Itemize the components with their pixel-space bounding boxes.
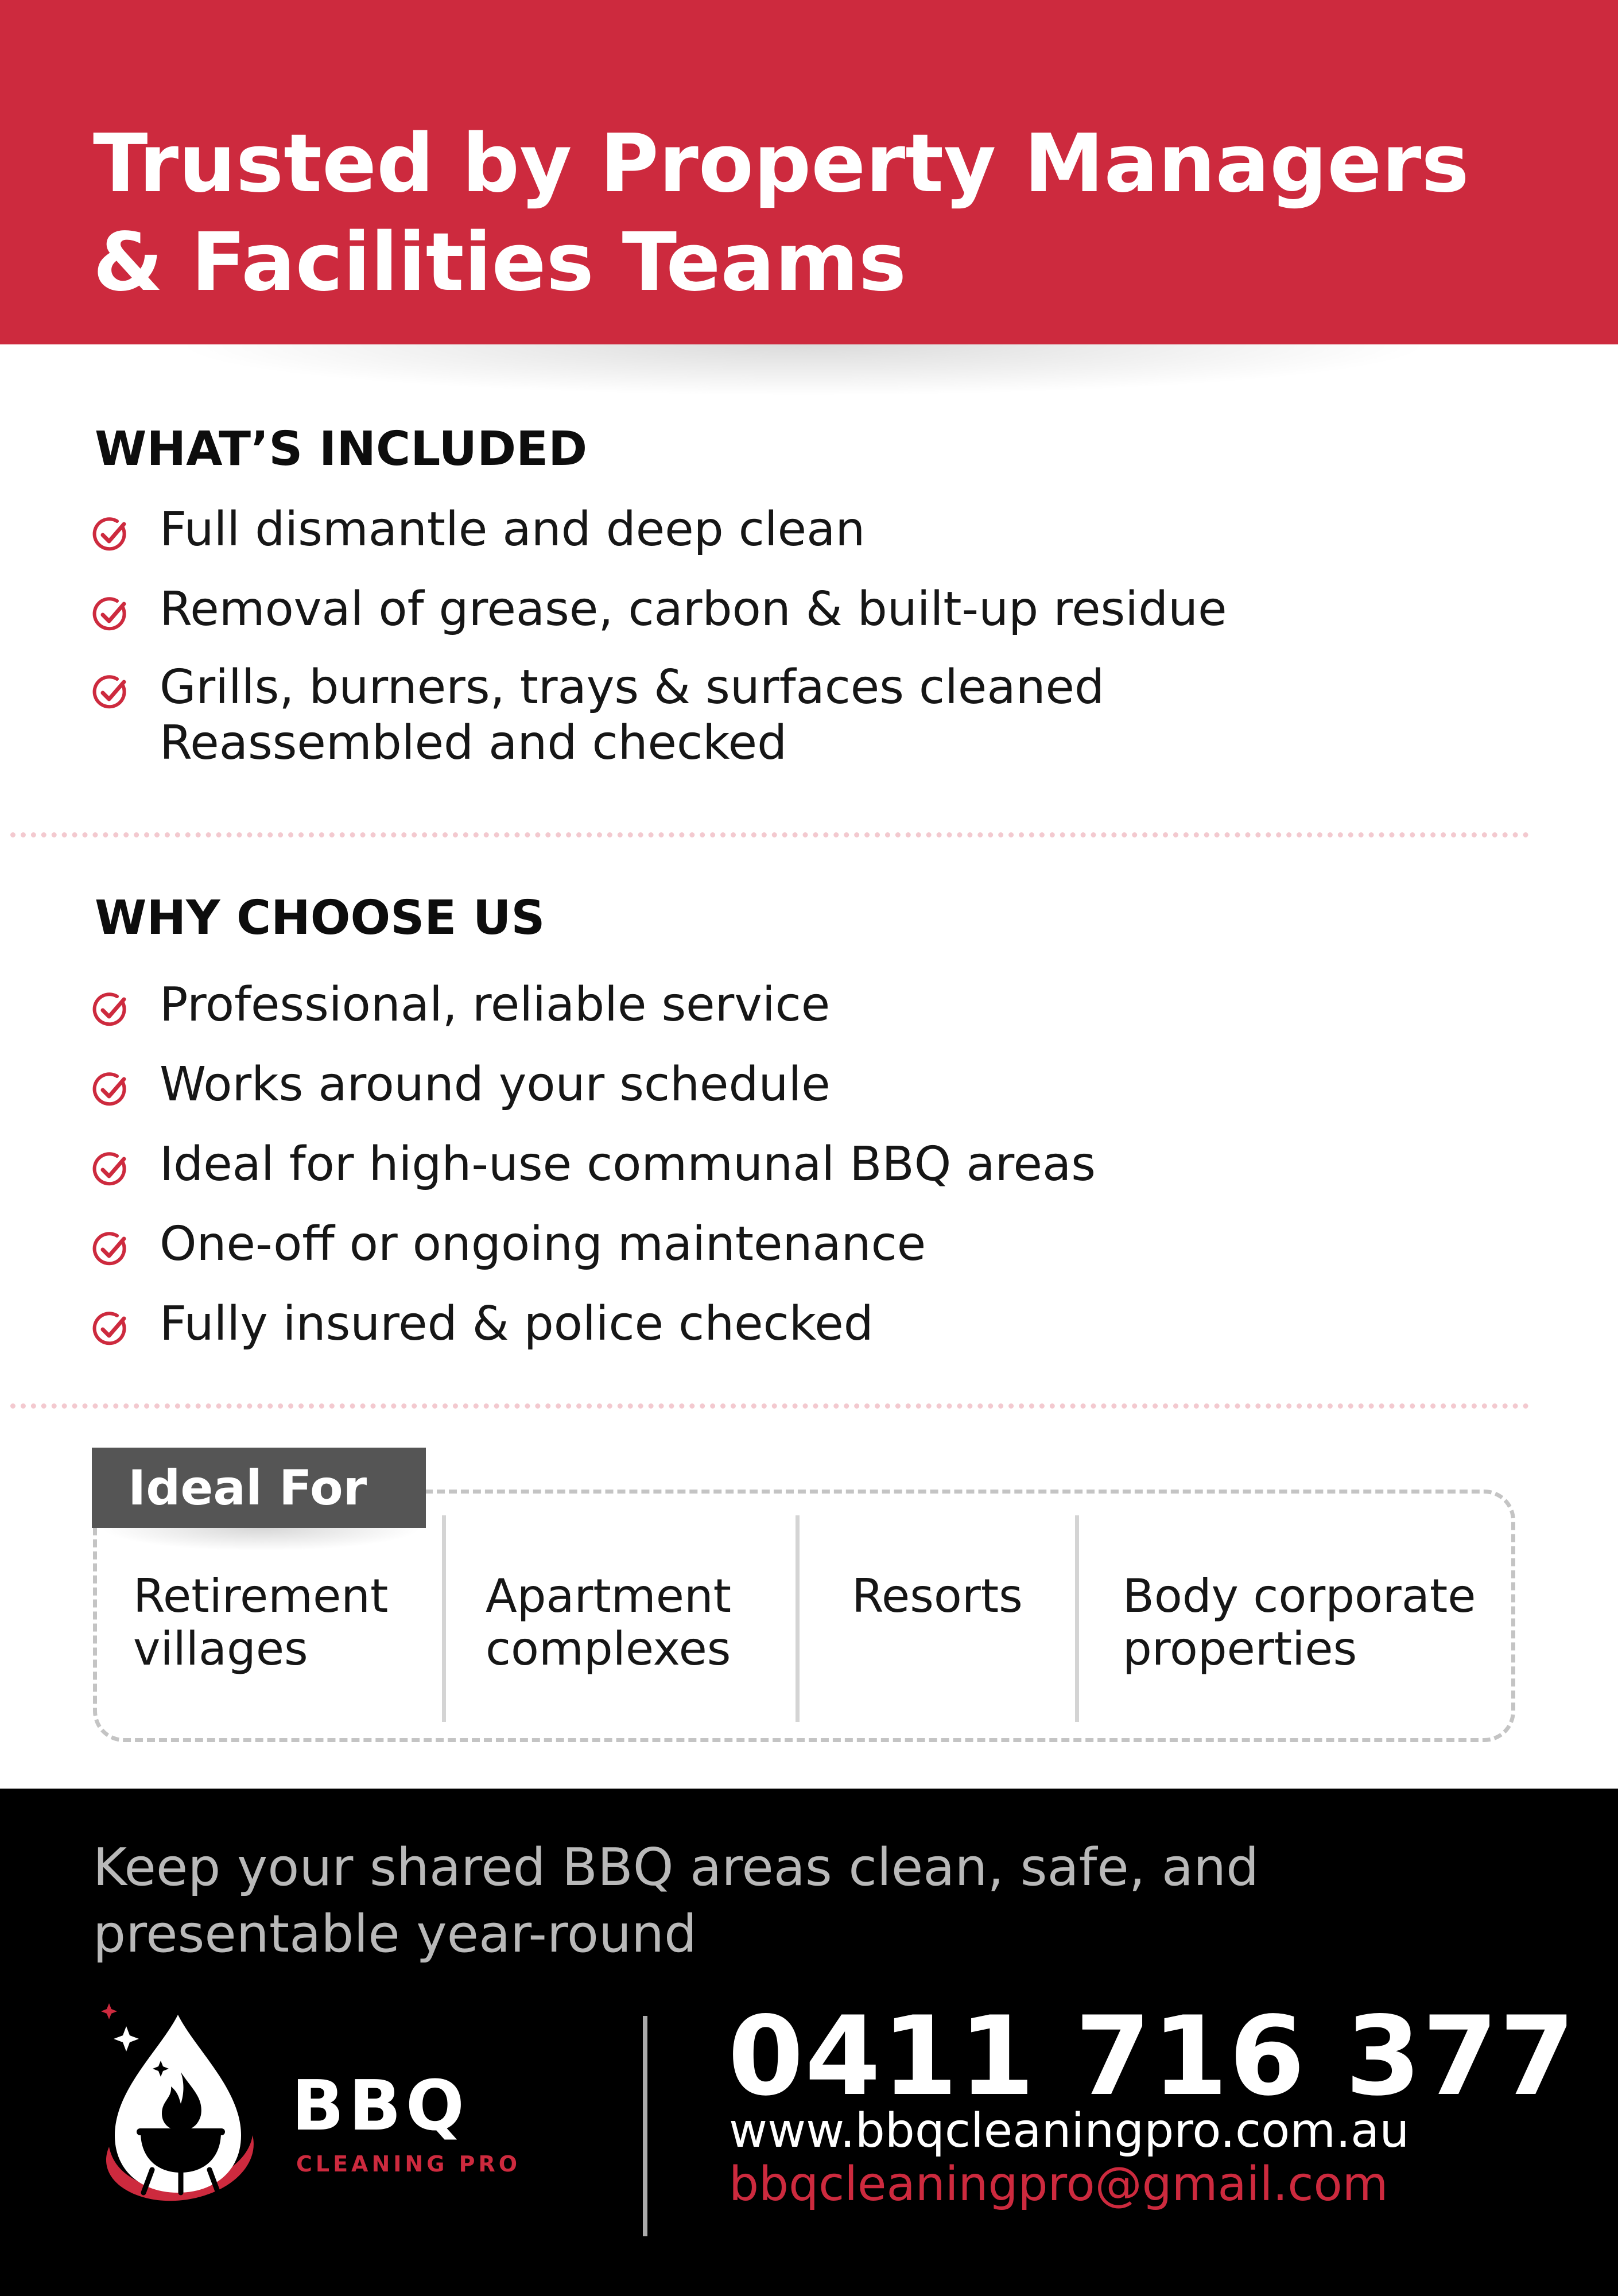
ideal-item-retirement — [133, 1570, 388, 1676]
tagline-line-2: presentable year-round — [93, 1904, 697, 1964]
title-line-2: & Facilities Teams — [93, 216, 907, 309]
ideal-for-title: Ideal For — [128, 1460, 367, 1516]
check-circle-icon — [92, 1310, 130, 1348]
footer-tagline — [93, 1835, 1470, 1968]
column-divider — [1075, 1515, 1079, 1722]
logo-name: BBQ — [292, 2066, 469, 2146]
ideal-for-tab — [92, 1448, 426, 1528]
included-item-2: Removal of grease, carbon & built-up residue — [160, 582, 1227, 637]
included-item-3: Grills, burners, trays & surfaces cleaned — [160, 660, 1105, 715]
ideal-item-line: villages — [133, 1622, 308, 1676]
tagline-line-1: Keep your shared BBQ areas clean, safe, and — [93, 1837, 1259, 1898]
ideal-item-line: properties — [1123, 1622, 1357, 1676]
section-divider — [10, 1403, 1529, 1409]
why-item-2: Works around your schedule — [160, 1057, 831, 1112]
column-divider — [442, 1515, 446, 1722]
check-circle-icon — [92, 1231, 130, 1269]
ideal-item-line: Body corporate — [1123, 1569, 1476, 1623]
ideal-item-line: complexes — [486, 1622, 731, 1676]
ideal-item-apartment — [486, 1570, 731, 1676]
check-circle-icon — [92, 1151, 130, 1189]
website-link[interactable]: www.bbqcleaningpro.com.au — [729, 2104, 1410, 2158]
title-line-1: Trusted by Property Managers — [93, 117, 1469, 211]
ideal-item-line: Retirement — [133, 1569, 389, 1623]
why-title: WHY CHOOSE US — [95, 891, 545, 945]
check-circle-icon — [92, 596, 130, 634]
why-item-4: One-off or ongoing maintenance — [160, 1217, 926, 1271]
section-divider — [10, 832, 1529, 837]
check-circle-icon — [92, 674, 130, 712]
bbq-cleaning-logo-icon — [86, 2003, 270, 2210]
check-circle-icon — [92, 1071, 130, 1109]
included-item-1: Full dismantle and deep clean — [160, 502, 866, 557]
included-title: WHAT’S INCLUDED — [95, 422, 588, 476]
header-banner — [0, 0, 1618, 344]
why-item-5: Fully insured & police checked — [160, 1297, 874, 1351]
column-divider — [796, 1515, 800, 1722]
ideal-item-body-corporate — [1123, 1570, 1476, 1676]
ideal-item-line: Apartment — [486, 1569, 732, 1623]
check-circle-icon — [92, 991, 130, 1029]
page-title — [93, 115, 1469, 312]
footer-divider — [643, 2016, 647, 2236]
check-circle-icon — [92, 516, 130, 554]
ideal-tab-shadow — [100, 1528, 422, 1551]
included-item-4: Reassembled and checked — [160, 716, 787, 770]
logo-subtitle: CLEANING PRO — [296, 2151, 521, 2177]
header-shadow — [172, 344, 1435, 396]
ideal-item-resorts — [852, 1570, 1023, 1623]
why-item-1: Professional, reliable service — [160, 978, 831, 1032]
why-item-3: Ideal for high-use communal BBQ areas — [160, 1137, 1096, 1192]
email-link[interactable]: bbqcleaningpro@gmail.com — [729, 2157, 1388, 2212]
ideal-item-line: Resorts — [852, 1569, 1023, 1623]
phone-number[interactable]: 0411 716 377 — [728, 1993, 1577, 2120]
